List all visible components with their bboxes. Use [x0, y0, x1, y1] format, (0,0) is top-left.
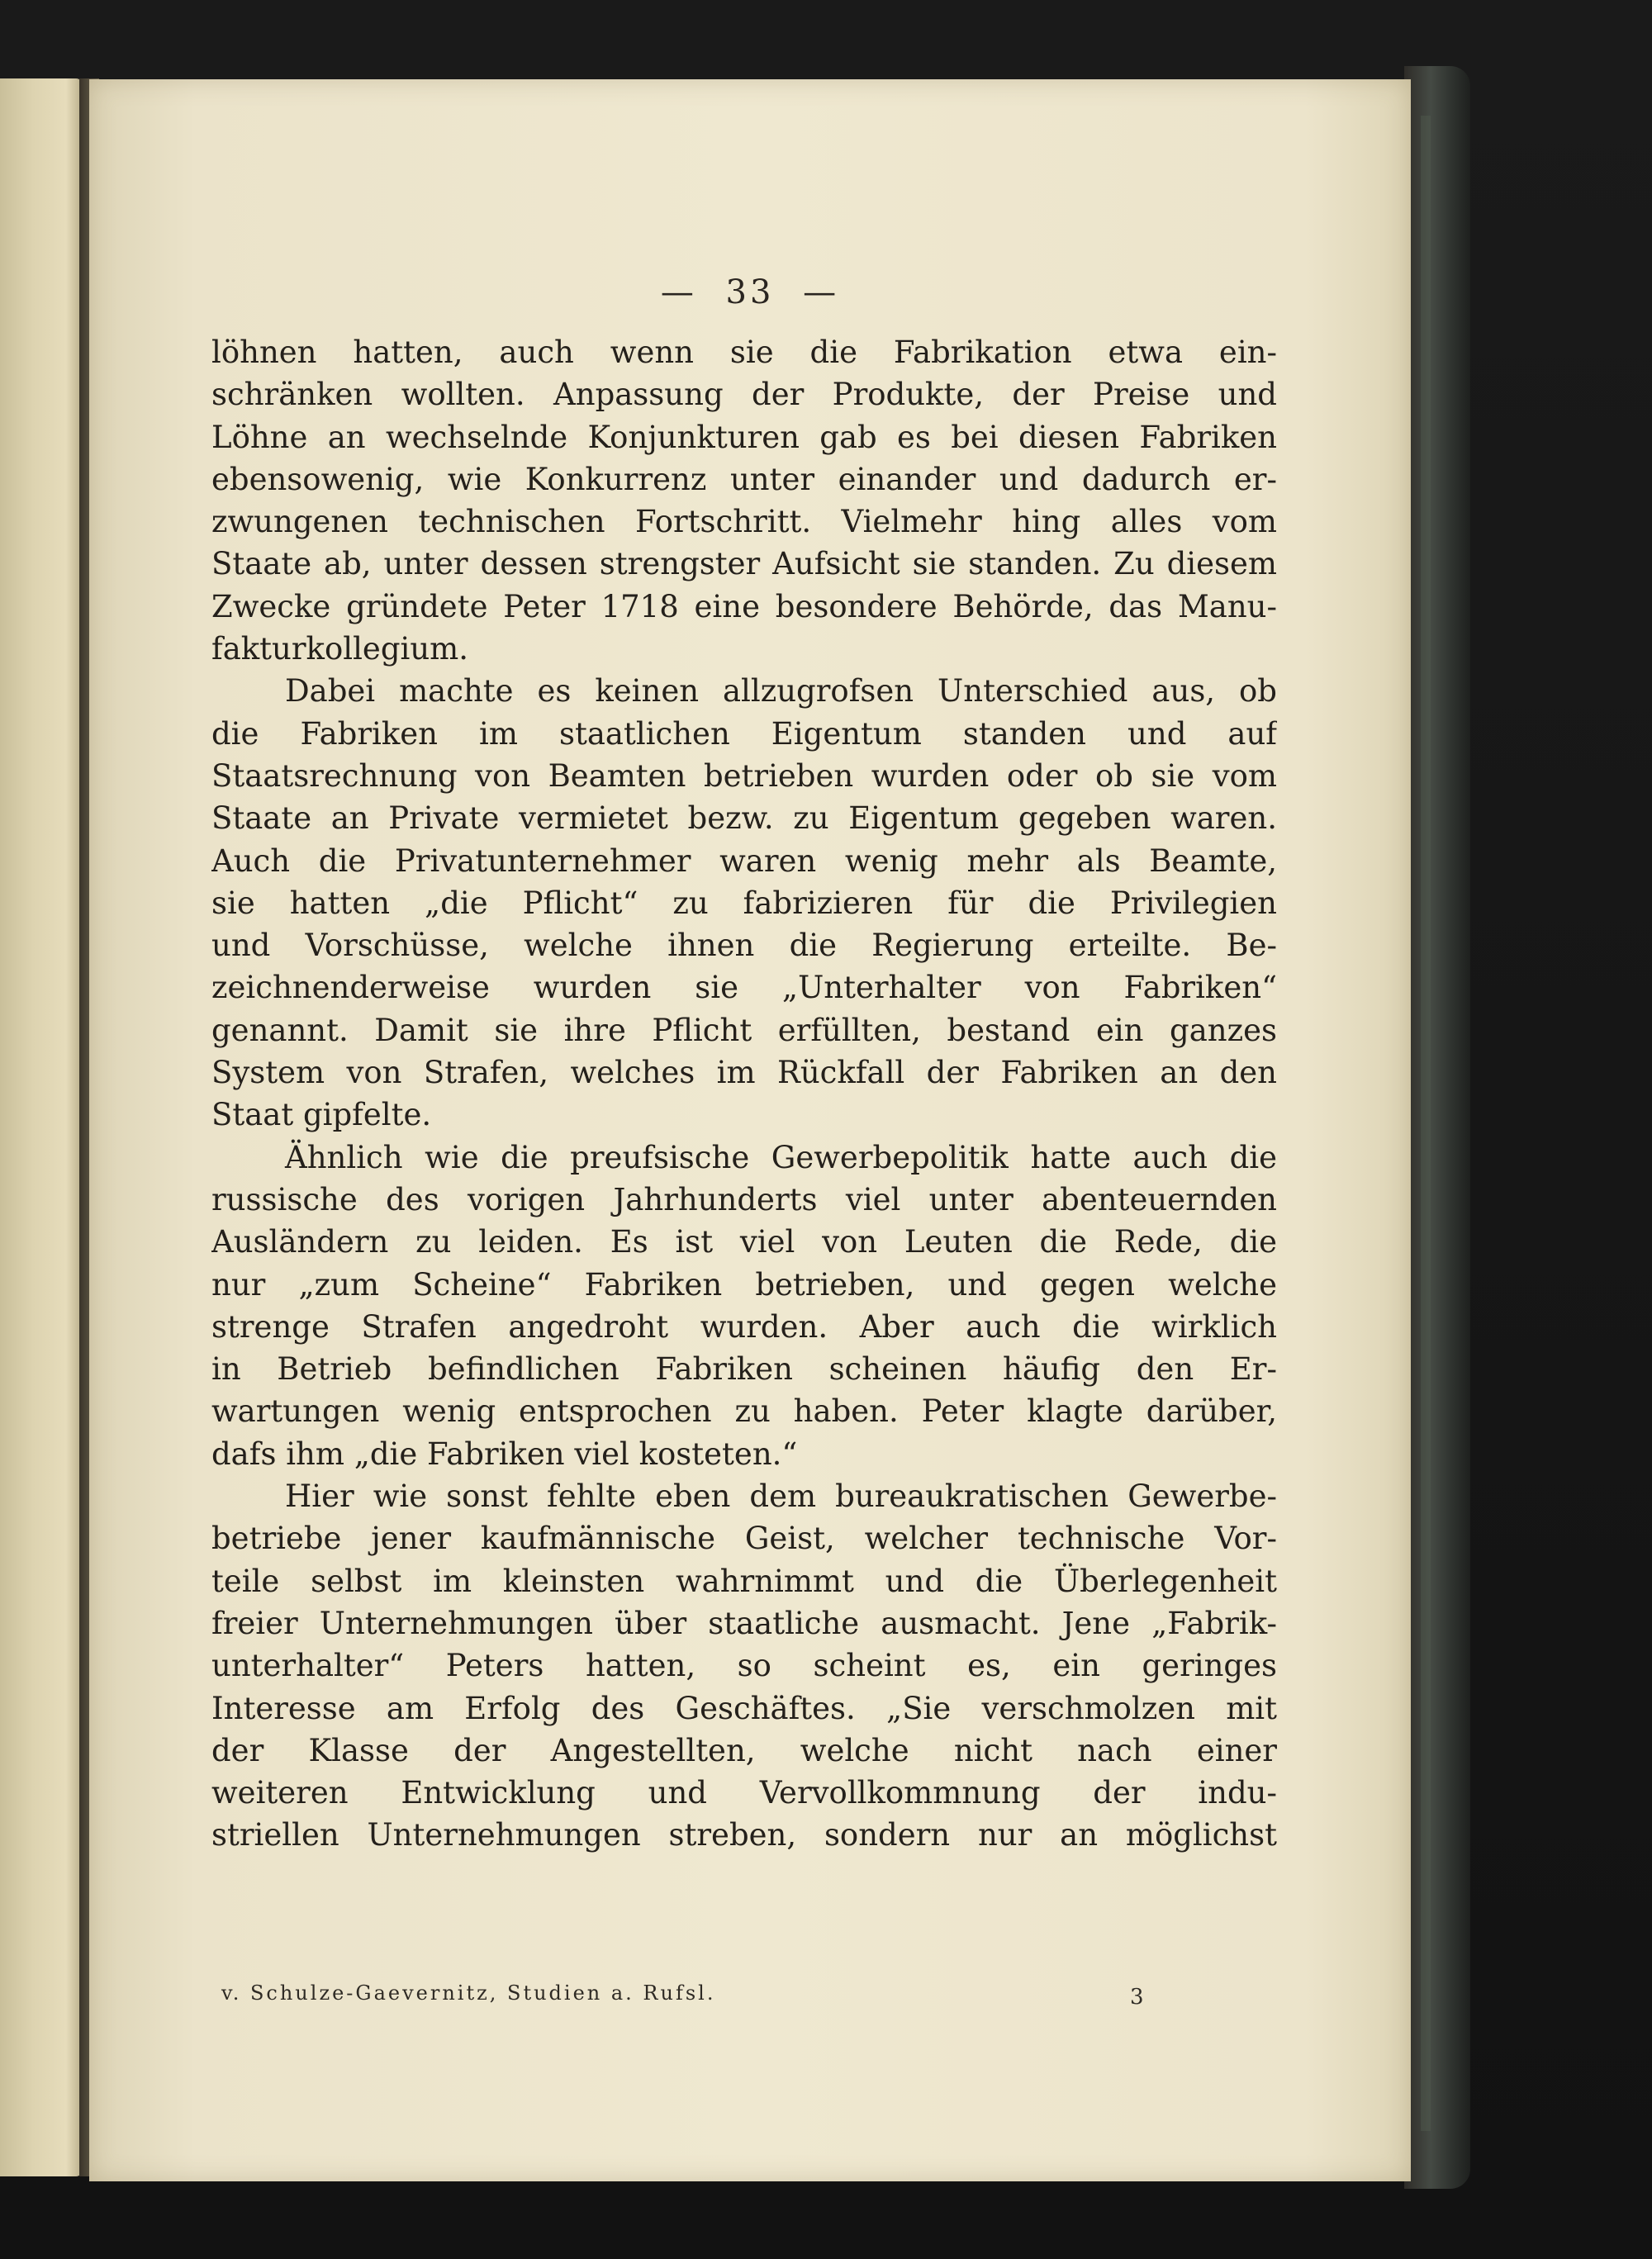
header-dash-left: —: [660, 273, 697, 311]
text-line: Staatsrechnung von Beamten betrieben wurden oder ob sie vom: [211, 757, 1277, 794]
text-line: striellen Unternehmungen streben, sondern nur an möglichst: [211, 1817, 1277, 1853]
page-number: 33: [725, 273, 775, 311]
text-line: ebensowenig, wie Konkurrenz unter einander und dadurch er-: [211, 461, 1277, 497]
text-line: schränken wollten. Anpassung der Produkte, der Preise und: [211, 377, 1277, 413]
text-line: sie hatten „die Pflicht“ zu fabrizieren für die Privilegien: [211, 885, 1277, 921]
text-line: Ähnlich wie die preufsische Gewerbepolitik hatte auch die: [285, 1139, 1277, 1175]
text-line: in Betrieb befindlichen Fabriken scheinen häufig den Er-: [211, 1351, 1277, 1388]
signature-mark: 3: [1130, 1985, 1146, 2010]
text-line: wartungen wenig entsprochen zu haben. Peter klagte darüber,: [211, 1393, 1277, 1430]
text-line: und Vorschüsse, welche ihnen die Regierung erteilte. Be-: [211, 928, 1277, 964]
text-line: zwungenen technischen Fortschritt. Vielmehr hing alles vom: [211, 504, 1277, 540]
text-line: betriebe jener kaufmännische Geist, welcher technische Vor-: [211, 1521, 1277, 1557]
text-line: strenge Strafen angedroht wurden. Aber auch die wirklich: [211, 1308, 1277, 1345]
text-line: russische des vorigen Jahrhunderts viel unter abenteuernden: [211, 1181, 1277, 1217]
book-page: [89, 79, 1411, 2181]
text-line: die Fabriken im staatlichen Eigentum standen und auf: [211, 715, 1277, 752]
text-line: Staate ab, unter dessen strengster Aufsicht sie standen. Zu diesem: [211, 546, 1277, 582]
text-line: löhnen hatten, auch wenn sie die Fabrikation etwa ein-: [211, 335, 1277, 370]
text-line: Löhne an wechselnde Konjunkturen gab es bei diesen Fabriken: [211, 419, 1277, 455]
text-line: nur „zum Scheine“ Fabriken betrieben, und gegen welche: [211, 1266, 1277, 1303]
text-line: freier Unternehmungen über staatliche ausmacht. Jene „Fabrik-: [211, 1605, 1277, 1641]
signature-line: v. Schulze-Gaevernitz, Studien a. Rufsl.: [221, 1981, 716, 2005]
paragraph: [211, 1475, 1277, 1857]
text-line: Staat gipfelte.: [211, 1097, 432, 1133]
paragraph: [211, 670, 1277, 1136]
text-line: Ausländern zu leiden. Es ist viel von Leuten die Rede, die: [211, 1224, 1277, 1260]
page-header: [89, 273, 1411, 311]
text-line: Staate an Private vermietet bezw. zu Eigentum gegeben waren.: [211, 800, 1277, 837]
text-line: Hier wie sonst fehlte eben dem bureaukratischen Gewerbe-: [285, 1478, 1277, 1515]
text-line: Interesse am Erfolg des Geschäftes. „Sie verschmolzen mit: [211, 1690, 1277, 1726]
text-line: teile selbst im kleinsten wahrnimmt und die Überlegenheit: [211, 1563, 1277, 1599]
text-line: weiteren Entwicklung und Vervollkommnung der indu-: [211, 1775, 1277, 1811]
text-line: Zwecke gründete Peter 1718 eine besondere Behörde, das Manu-: [211, 588, 1277, 624]
text-line: fakturkollegium.: [211, 631, 469, 667]
header-dash-right: —: [803, 273, 840, 311]
text-line: Dabei machte es keinen allzugrofsen Unterschied aus, ob: [285, 673, 1277, 709]
text-line: zeichnenderweise wurden sie „Unterhalter von Fabriken“: [211, 970, 1277, 1006]
paragraph: [211, 1137, 1277, 1475]
text-line: unterhalter“ Peters hatten, so scheint es, ein geringes: [211, 1648, 1277, 1684]
facing-page-edge: [0, 78, 83, 2176]
cover-texture: [1421, 116, 1431, 2131]
text-line: der Klasse der Angestellten, welche nicht nach einer: [211, 1732, 1277, 1768]
paragraph: [211, 331, 1277, 670]
text-line: genannt. Damit sie ihre Pflicht erfüllten, bestand ein ganzes: [211, 1012, 1277, 1048]
body-text: [211, 331, 1277, 1857]
text-line: dafs ihm „die Fabriken viel kosteten.“: [211, 1436, 798, 1472]
text-line: Auch die Privatunternehmer waren wenig mehr als Beamte,: [211, 842, 1277, 879]
text-line: System von Strafen, welches im Rückfall der Fabriken an den: [211, 1055, 1277, 1091]
book-cover-edge: [1404, 66, 1470, 2189]
